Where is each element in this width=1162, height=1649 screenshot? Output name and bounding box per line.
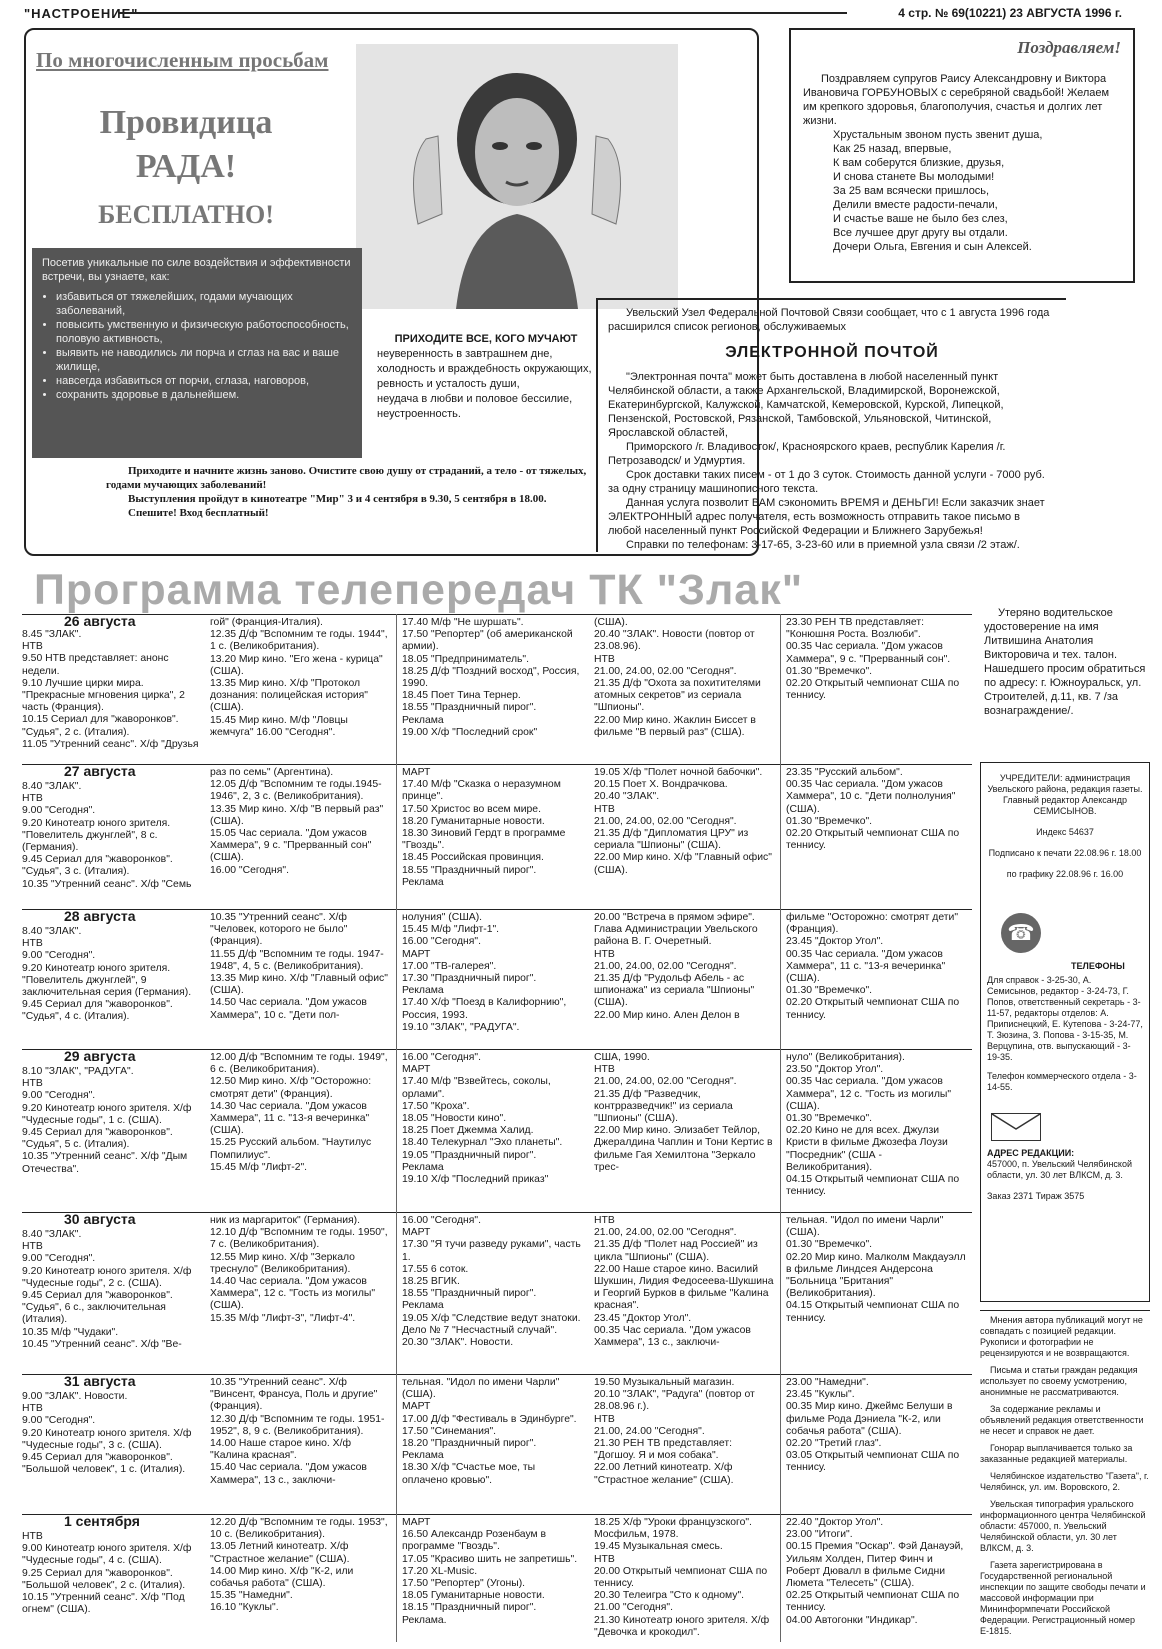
poem-line: За 25 вам всячески пришлось, (833, 185, 990, 197)
email-service-notice (596, 298, 1066, 552)
portrait-illustration (356, 44, 678, 309)
imprint-founders (987, 773, 1143, 880)
schedule-column: тельная. "Идол по имени Чарли" (США). МАРТ 17.00 Д/ф "Фестиваль в Эдинбурге". 17.50 "Синемания". 18.20 "Праздничный пирог". Реклама 18.30 Х/ф "Счастье мое, ты оплачено кровью". (402, 1377, 577, 1486)
schedule-column: 8.40 "ЗЛАК". НТВ 9.00 "Сегодня". 9.20 Кинотеатр юного зрителя. "Повелитель джунглей", 9 заключительная серия (Германия). 9.45 Сериал для "жаворонков". "Судья", 4 с. (Италия). (22, 926, 192, 1023)
signed-text: Подписано к печати 22.08.96 г. 18.00 (988, 848, 1142, 858)
notice-heading: ЭЛЕКТРОННОЙ ПОЧТОЙ (725, 344, 939, 361)
schedule-column: раз по семь" (Аргентина). 12.05 Д/ф "Вспомним те годы.1945-1946", 2, 3 с. (Великобритания). 13.35 Мир кино. Х/ф "В первый раз" (США). 15.05 Час сериала. "Дом ужасов Хаммера", 9 с. "Прерванный сон" (США). 16.00 "Сегодня". (210, 767, 384, 876)
greeting-box (789, 28, 1135, 283)
index-text: Индекс 54637 (1036, 827, 1094, 837)
note: Увельская типография уральского информационного центра Челябинской области: 457000, п. Увельский Челябинской области, ул. 30 лет ВЛКСМ, д. 3. (980, 1499, 1146, 1553)
telephone-icon: ☎ (1001, 913, 1041, 953)
note: Письма и статьи граждан редакция использует по своему усмотрению, анонимные не рассматриваются. (980, 1365, 1138, 1397)
advert-dates: Выступления пройдут в кинотеатре "Мир" 3 и 4 сентября в 9.30, 5 сентября в 18.00. (128, 493, 547, 505)
address-title: АДРЕС РЕДАКЦИИ: (987, 1148, 1075, 1158)
schedule-column: МАРТ 17.40 М/ф "Сказка о неразумном принце". 17.50 Христос во всем мире. 18.20 Гуманитарные новости. 18.30 Зиновий Гердт в программе "Гвоздь". 18.45 Российская провинция. 18.55 "Праздничный пирог". Реклама (402, 767, 566, 888)
day-row (22, 1212, 972, 1375)
address-text: 457000, п. Увельский Челябинской области, ул. 30 лет ВЛКСМ, д. 3. (987, 1159, 1132, 1180)
note: Мнения автора публикаций могут не совпадать с позицией редакции. Рукописи и фотографии не рецензируются и не возвращаются. (980, 1315, 1143, 1358)
schedule-column: 23.00 "Намедни". 23.45 "Куклы". 00.35 Мир кино. Джеймс Белуши в фильме Рода Дэниела "К-2, или собачья работа" (США). 02.20 "Третий глаз". 03.05 Открытый чемпионат США по теннису. (786, 1377, 960, 1474)
advert-headline-request: По многочисленным просьбам (36, 48, 329, 72)
advert-call: Приходите и начните жизнь заново. Очистите свою душу от страданий, а тело - от тяжелых, годами мучающих заболеваний! (106, 465, 587, 491)
day-row (22, 1514, 972, 1643)
schedule-column: 19.50 Музыкальный магазин. 20.10 "ЗЛАК", "Радуга" (повтор от 28.08.96 г.). НТВ 21.00, 24.00 "Сегодня". 21.30 РЕН ТВ представляет: "Догшоу. Я и моя собака". 22.00 Летний кинотеатр. Х/ф "Страстное желание" (США). (594, 1377, 755, 1486)
schedule-column: НТВ 9.00 Кинотеатр юного зрителя. Х/ф "Чудесные годы", 4 с. (США). 9.25 Сериал для "жаворонков". "Большой человек", 2 с. (Италия). 10.15 "Утренний сеанс". Х/ф "Под огнем" (США). (22, 1531, 192, 1616)
benefits-list (42, 290, 352, 402)
advert-free-entry: Спешите! Вход бесплатный! (128, 507, 269, 519)
psychic-photo (356, 44, 678, 309)
poem-line: Все лучшее друг другу вы отдали. (833, 227, 1008, 239)
editorial-notes (980, 1310, 1150, 1643)
advert-headline-name: Провидица (99, 104, 273, 141)
invitation-line: ревность и усталость души, (377, 378, 520, 390)
day-row (22, 1374, 972, 1515)
advert-schedule (106, 464, 606, 520)
notice-paragraph: Справки по телефонам: 3-17-65, 3-23-60 или в приемной узла связи /2 этаж/. (626, 539, 1020, 551)
schedule-column: (США). 20.40 "ЗЛАК". Новости (повтор от 23.08.96). НТВ 21.00, 24.00, 02.00 "Сегодня". 21.35 Д/ф "Охота за похитителями атомных секретов" из сериала "Шпионы". 22.00 Мир кино. Жаклин Биссет в фильме "В первый раз" (США). (594, 617, 761, 738)
schedule-column: 8.10 "ЗЛАК", "РАДУГА". НТВ 9.00 "Сегодня". 9.20 Кинотеатр юного зрителя. Х/ф "Чудесные годы", 1 с. (США). 9.45 Сериал для "жаворонков". "Судья", 5 с. (Италия). 10.35 "Утренний сеанс". Х/ф "Дым Отечества". (22, 1066, 192, 1175)
schedule-column: 16.00 "Сегодня". МАРТ 17.40 М/ф "Взвейтесь, соколы, орлами". 17.50 "Кроха". 18.05 "Новости кино". 18.25 Поет Джемма Халид. 18.40 Телекурнал "Эхо планеты". 19.05 "Праздничный пирог". Реклама 19.10 Х/ф "Последний приказ" (402, 1052, 563, 1186)
schedule-column: МАРТ 16.50 Александр Розенбаум в программе "Гвоздь". 17.05 "Красиво шить не запретишь". 17.20 XL-Music. 17.50 "Репортер" (Угоны). 18.05 Гуманитарные новости. 18.15 "Праздничный пирог". Реклама. (402, 1517, 578, 1626)
greeting-text: Поздравляем супругов Раису Александровну и Виктора Ивановича ГОРБУНОВЫХ с серебряной свадьбой! Желаем им крепкого здоровья, благополучия, счастья и долгих лет жизни. (803, 73, 1110, 127)
benefit-item: • сохранить здоровье в дальнейшем. (56, 388, 352, 402)
advert-benefits (32, 248, 362, 458)
schedule-column: ник из маргариток" (Германия). 12.10 Д/ф "Вспомним те годы. 1950", 7 с. (Великобритания). 12.55 Мир кино. Х/ф "Зеркало треснуло" (Великобритания). 14.40 Час сериала. "Дом ужасов Хаммера", 12 с. "Гость из могилы" (США). 15.35 М/ф "Лифт-3", "Лифт-4". (210, 1215, 388, 1324)
column-divider (780, 614, 781, 1642)
benefit-item: • выявить не наводились ли порча и сглаз на вас и ваше жилище, (56, 346, 352, 374)
schedule-column: 20.00 "Встреча в прямом эфире". Глава Администрации Увельского района В. Г. Очеретный. НТВ 21.00, 24.00, 02.00 "Сегодня". 21.35 Д/ф "Рудольф Абель - ас шпионажа" из сериала "Шпионы" (США). 22.00 Мир кино. Ален Делон в (594, 912, 758, 1021)
masthead-rule (118, 12, 847, 14)
invitation-line: неудача в любви и половое бессилие, (377, 393, 573, 405)
schedule-column: 23.35 "Русский альбом". 00.35 Час сериала. "Дом ужасов Хаммера", 10 с. "Дети полнолуния" (США). 01.30 "Времечко". 02.20 Открытый чемпионат США по теннису. (786, 767, 960, 852)
notice-paragraph: Срок доставки таких писем - от 1 до 3 суток. Стоимость данной услуги - 7000 руб. за одну страницу машинописного текста. (608, 469, 1045, 495)
imprint-box (980, 762, 1150, 1302)
benefit-item: • навсегда избавиться от порчи, сглаза, наговоров, (56, 374, 352, 388)
advert-headline-rada: РАДА! (135, 148, 237, 185)
poem-line: Как 25 назад, впервые, (833, 143, 952, 155)
day-row (22, 909, 972, 1050)
phones-text: Для справок - 3-25-30, А. Семисынов, редактор - 3-24-73, Г. Попов, ответственный секретарь - 3-11-57, редакторы отделов: А. Приписнецкий, Е. Кутепова - 3-24-77, Т. Зюзина, З. Попова - 3-15-35, М. Верцупина, отв. выпускающий - 3-19-35. (987, 975, 1143, 1062)
greeting-signature: Дочери Ольга, Евгения и сын Алексей. (833, 241, 1032, 253)
schedule-column: 19.05 Х/ф "Полет ночной бабочки". 20.15 Поет Х. Вондрачкова. 20.40 "ЗЛАК". НТВ 21.00, 24.00, 02.00 "Сегодня". 21.35 Д/ф "Дипломатия ЦРУ" из сериала "Шпионы" (США). 22.00 Мир кино. Х/ф "Главный офис" (США). (594, 767, 772, 876)
section-name: "НАСТРОЕНИЕ" (24, 6, 139, 21)
invitation-line: неустроенность. (377, 408, 461, 420)
schedule-column: 10.35 "Утренний сеанс". Х/ф "Человек, которого не было" (Франция). 11.55 Д/ф "Вспомним те годы. 1947-1948", 4, 5 с. (Великобритания). 13.35 Мир кино. Х/ф "Главный офис" (США). 14.50 Час сериала. "Дом ужасов Хаммера", 10 с. "Дети пол- (210, 912, 388, 1021)
note: Газета зарегистрирована в Государственной региональной инспекции по защите свободы печати и массовой информации при Мининформпечати Российской Федерации. Регистрационный номер Е-1815. (980, 1560, 1146, 1636)
notice-paragraph: "Электронная почта" может быть доставлена в любой населенный пункт Челябинской области, а также Архангельской, Владимирской, Воронежской, Екатеринбургской, Калужской, Камчатской, Кемеровской, Курской, Липецкой, Пензенской, Ростовской, Рязанской, Тамбовской, Ульяновской, Читинской, Ярославской областей, (608, 371, 1004, 439)
day-date: 30 августа (64, 1211, 136, 1227)
poem-line: И снова станете Вы молодыми! (833, 171, 995, 183)
note: Гонорар выплачивается только за заказанные редакцией материалы. (980, 1443, 1133, 1464)
schedule-column: нуло" (Великобритания). 23.50 "Доктор Угол". 00.35 Час сериала. "Дом ужасов Хаммера", 12 с. "Гость из могилы" (США). 01.30 "Времечко". 02.20 Кино не для всех. Джулзи Кристи в фильме Джозефа Лоузи "Посредник" (США - Великобритания). 04.15 Открытый чемпионат США по теннису. (786, 1052, 960, 1198)
editorial-address (987, 1148, 1143, 1202)
poem-line: Делили вместе радости-печали, (833, 199, 998, 211)
day-date: 1 сентября (64, 1513, 140, 1529)
schedule-column: фильме "Осторожно: смотрят дети" (Франция). 23.45 "Доктор Угол". 00.35 Час сериала. "Дом ужасов Хаммера", 11 с. "13-я вечеринка" (США). 01.30 "Времечко". 02.20 Открытый чемпионат США по теннису. (786, 912, 960, 1021)
day-date: 27 августа (64, 763, 136, 779)
schedule-column: НТВ 21.00, 24.00, 02.00 "Сегодня". 21.35 Д/ф "Полет над Россией" из цикла "Шпионы" (США). 22.00 Наше старое кино. Василий Шукшин, Лидия Федосеева-Шукшина и Георгий Бурков в фильме "Калина красная". 23.45 "Доктор Угол". 00.35 Час сериала. "Дом ужасов Хаммера", 13 с., заключи- (594, 1215, 774, 1349)
ads-phone-text: Телефон коммерческого отдела - 3-14-55. (987, 1071, 1137, 1092)
schedule-column: 16.00 "Сегодня". МАРТ 17.30 "Я тучи разведу руками", часть 1. 17.55 6 соток. 18.25 ВГИК. 18.55 "Праздничный пирог". Реклама 19.05 Х/ф "Следствие ведут знатоки. Дело № 7 "Несчастный случай". 20.30 "ЗЛАК". Новости. (402, 1215, 581, 1349)
poem-line: К вам соберутся близкие, друзья, (833, 157, 1005, 169)
schedule-column: 8.45 "ЗЛАК". НТВ 9.50 НТВ представляет: анонс недели. 9.10 Лучшие цирки мира. "Прекрасные мгновения цирка", 2 часть (Франция). 10.15 Сериал для "жаворонков". "Судья", 2 с. (Италия). 11.05 "Утренний сеанс". Х/ф "Друзья (22, 629, 199, 750)
invitation-line: холодность и враждебность окружающих, (377, 363, 592, 375)
schedule-text: по графику 22.08.96 г. 16.00 (1006, 869, 1124, 879)
poem-line: И счастье ваше не было без слез, (833, 213, 1008, 225)
schedule-column: 9.00 "ЗЛАК". Новости. НТВ 9.00 "Сегодня". 9.20 Кинотеатр юного зрителя. Х/ф "Чудесные годы", 3 с. (США). 9.45 Сериал для "жаворонков". "Большой человек", 1 с. (Италия). (22, 1391, 192, 1476)
tv-program-title: Программа телепередач ТК "Злак" (34, 566, 804, 614)
greeting-title: Поздравляем! (1017, 38, 1121, 57)
schedule-column: 8.40 "ЗЛАК". НТВ 9.00 "Сегодня". 9.20 Кинотеатр юного зрителя. Х/ф "Чудесные годы", 2 с. (США). 9.45 Сериал для "жаворонков". "Судья", 6 с., заключительная (Италия). 10.35 М/ф "Чудаки". 10.45 "Утренний сеанс". Х/ф "Ве- (22, 1229, 192, 1350)
note: Челябинское издательство "Газета", г. Челябинск, ул. им. Воровского, 2. (980, 1471, 1149, 1492)
founders-text: УЧРЕДИТЕЛИ: администрация Увельского района, редакция газеты. Главный редактор Александр СЕМИСЫНОВ. (987, 773, 1143, 816)
column-divider (396, 614, 397, 1642)
notice-paragraph: Данная услуга позволит ВАМ сэкономить ВРЕМЯ и ДЕНЬГИ! Если заказчик знает ЭЛЕКТРОННЫЙ адрес получателя, есть возможность отправить такое письмо в любой населенный пункт Российской Федерации и Ближнего Зарубежья! (608, 497, 1045, 537)
greeting-poem (803, 128, 1121, 254)
day-row (22, 1049, 972, 1213)
phones-list (987, 975, 1143, 1093)
notice-intro: Увельский Узел Федеральной Почтовой Связи сообщает, что с 1 августа 1996 года расширился список регионов, обслуживаемых (608, 307, 1050, 333)
day-date: 28 августа (64, 908, 136, 924)
notice-paragraph: Приморского /г. Владивосток/, Красноярского краев, республик Карелия /г. Петрозаводск/ и Удмуртия. (608, 441, 1006, 467)
benefits-intro: Посетив уникальные по силе воздействия и эффективности встречи, вы узнаете, как: (42, 257, 351, 283)
advert-invitation (371, 332, 601, 422)
benefit-item: • избавиться от тяжелейших, годами мучающих заболеваний, (56, 290, 352, 318)
day-date: 29 августа (64, 1048, 136, 1064)
schedule-column: 8.40 "ЗЛАК". НТВ 9.00 "Сегодня". 9.20 Кинотеатр юного зрителя. "Повелитель джунглей", 8 с. (Германия). 9.45 Сериал для "жаворонков". "Судья", 3 с. (Италия). 10.35 "Утренний сеанс". Х/ф "Семь (22, 781, 192, 890)
schedule-column: 17.40 М/ф "Не шуршать". 17.50 "Репортер" (об американской армии). 18.05 "Предприниматель". 18.25 Д/ф "Поздний восход", Россия, 1990. 18.45 Поет Тина Тернер. 18.55 "Праздничный пирог". Реклама 19.00 Х/ф "Последний срок" (402, 617, 580, 738)
day-row (22, 614, 972, 765)
benefit-item: • повысить умственную и физическую работоспособность, половую активность, (56, 318, 352, 346)
day-date: 31 августа (64, 1373, 136, 1389)
schedule-column: 23.30 РЕН ТВ представляет: "Конюшня Роста. Возлюби". 00.35 Час сериала. "Дом ужасов Хаммера", 9 с. "Прерванный сон". 01.30 "Времечко". 02.20 Открытый чемпионат США по теннису. (786, 617, 960, 702)
tv-schedule-grid (22, 614, 972, 1642)
poem-line: Хрустальным звоном пусть звенит душа, (833, 129, 1043, 141)
schedule-column: тельная. "Идол по имени Чарли" (США). 01.30 "Времечко". 02.20 Мир кино. Малколм Макдауэлл в фильме Линдсея Андерсона "Больница "Британия" (Великобритания). 04.15 Открытый чемпионат США по теннису. (786, 1215, 966, 1324)
schedule-column: 12.20 Д/ф "Вспомним те годы. 1953", 10 с. (Великобритания). 13.05 Летний кинотеатр. Х/ф "Страстное желание" (США). 14.00 Мир кино. Х/ф "К-2, или собачья работа" (США). 15.35 "Намедни". 16.10 "Куклы". (210, 1517, 388, 1614)
schedule-column: США, 1990. НТВ 21.00, 24.00, 02.00 "Сегодня". 21.35 Д/ф "Разведчик, контрразведчик!" из сериала "Шпионы" (США). 22.00 Мир кино. Элизабет Тейлор, Джералдина Чаплин и Тони Кертис в фильме Гая Хемилтона "Зеркало трес- (594, 1052, 773, 1173)
schedule-column: гой" (Франция-Италия). 12.35 Д/ф "Вспомним те годы. 1944", 1 с. (Великобритания). 13.20 Мир кино. "Его жена - курица" (США). 13.35 Мир кино. Х/ф "Протокол дознания: полицейская история" (США). 15.45 Мир кино. М/ф "Ловцы жемчуга" 16.00 "Сегодня". (210, 617, 388, 738)
day-row (22, 764, 972, 910)
schedule-column: 12.00 Д/ф "Вспомним те годы. 1949", 6 с. (Великобритания). 12.50 Мир кино. Х/ф "Осторожно: смотрят дети" (Франция). 14.30 Час сериала. "Дом ужасов Хаммера", 11 с. "13-я вечеринка" (США). 15.25 Русский альбом. "Наутилус Помпилиус". 15.45 М/ф "Лифт-2". (210, 1052, 388, 1173)
invitation-heading: ПРИХОДИТЕ ВСЕ, КОГО МУЧАЮТ (394, 333, 578, 345)
order-text: Заказ 2371 Тираж 3575 (987, 1191, 1085, 1201)
schedule-column: нолуния" (США). 15.45 М/ф "Лифт-1". 16.00 "Сегодня". МАРТ 17.00 "ТВ-галерея". 17.30 "Праздничный пирог". Реклама 17.40 Х/ф "Поезд в Калифорнию", Россия, 1993. 19.10 "ЗЛАК", "РАДУГА". (402, 912, 567, 1033)
schedule-column: 22.40 "Доктор Угол". 23.00 "Итоги". 00.15 Премия "Оскар". Фэй Данауэй, Уильям Холден, Питер Финч и Роберт Дювалл в фильме Сидни Люмета "Телесеть" (США). 02.25 Открытый чемпионат США по теннису. 04.00 Автогонки "Индикар". (786, 1517, 964, 1626)
note: За содержание рекламы и объявлений редакция ответственности не несет и справок не дает. (980, 1404, 1144, 1436)
lost-document-notice: Утеряно водительское удостоверение на имя Литвишина Анатолия Викторовича и тех. талон. Нашедшего просим обратиться по адресу: г. Южноуральск, ул. Строителей, д.11, кв. 7 /за вознаграждение/. (984, 607, 1146, 717)
envelope-icon (991, 1113, 1041, 1141)
advert-headline-free: БЕСПЛАТНО! (98, 200, 274, 229)
invitation-line: неуверенность в завтрашнем дне, (377, 348, 553, 360)
schedule-column: 10.35 "Утренний сеанс". Х/ф "Винсент, Франсуа, Поль и другие" (Франция). 12.30 Д/ф "Вспомним те годы. 1951-1952", 8, 9 с. (Великобритания). 14.00 Наше старое кино. Х/ф "Калина красная". 15.40 Час сериала. "Дом ужасов Хаммера", 13 с., заключи- (210, 1377, 385, 1486)
phones-title: ТЕЛЕФОНЫ (1071, 961, 1125, 971)
day-date: 26 августа (64, 613, 136, 629)
schedule-column: 18.25 Х/ф "Уроки французского". Мосфильм, 1978. 19.45 Музыкальная смесь. НТВ 20.00 Открытый чемпионат США по теннису. 20.30 Телеигра "Сто к одному". 21.00 "Сегодня". 21.30 Кинотеатр юного зрителя. Х/ф "Девочка и крокодил". (594, 1517, 770, 1638)
issue-info: 4 стр. № 69(10221) 23 АВГУСТА 1996 г. (898, 6, 1122, 20)
